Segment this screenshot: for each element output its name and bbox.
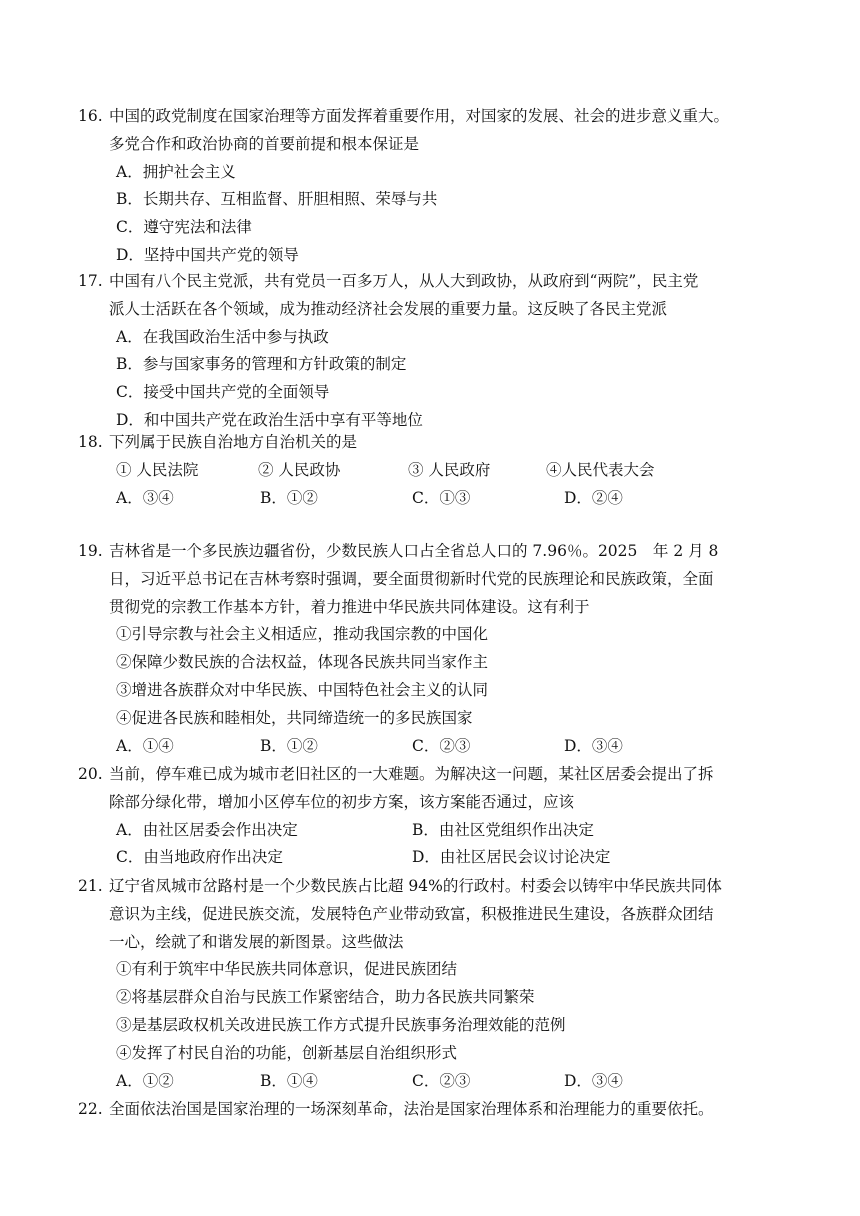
question-number: 21. [78, 877, 103, 895]
question-number: 17. [78, 272, 103, 290]
option-d[interactable]: D．坚持中国共产党的领导 [116, 245, 299, 264]
question-number: 16. [78, 107, 103, 125]
option-a[interactable]: A．在我国政治生活中参与执政 [116, 327, 329, 346]
answer-row [78, 485, 788, 513]
question-stem: 全面依法治国是国家治理的一场深刻革命，法治是国家治理体系和治理能力的重要依托。 [109, 1100, 714, 1118]
question-stem: 辽宁省凤城市岔路村是一个少数民族占比超 94%的行政村。村委会以铸牢中华民族共同体 [109, 877, 722, 895]
option-b[interactable]: B．①② [260, 488, 318, 507]
option-a[interactable]: A．拥护社会主义 [116, 162, 236, 181]
question-stem: 下列属于民族自治地方自治机关的是 [109, 433, 358, 451]
option-d[interactable]: D．和中国共产党在政治生活中享有平等地位 [116, 410, 423, 429]
question-16 [78, 103, 788, 270]
question-stem: 当前，停车难已成为城市老旧社区的一大难题。为解决这一问题，某社区居委会提出了拆 [109, 765, 714, 783]
question-22 [78, 1096, 788, 1124]
question-stem: 贯彻党的宗教工作基本方针，着力推进中华民族共同体建设。这有利于 [109, 597, 590, 616]
statement-item: ④促进各民族和睦相处，共同缔造统一的多民族国家 [116, 708, 473, 727]
question-number: 20. [78, 765, 103, 783]
statement-item: ①有利于筑牢中华民族共同体意识，促进民族团结 [116, 960, 458, 979]
question-stem: 日，习近平总书记在吉林考察时强调，要全面贯彻新时代党的民族理论和民族政策，全面 [109, 569, 714, 588]
statement-item: ④发挥了村民自治的功能，创新基层自治组织形式 [116, 1043, 458, 1062]
option-b[interactable]: B．①④ [260, 1071, 318, 1090]
question-stem: 意识为主线，促进民族交流，发展特色产业带动致富，积极推进民生建设，各族群众团结 [109, 904, 714, 923]
option-c[interactable]: C．由当地政府作出决定 [116, 848, 283, 867]
option-a[interactable]: A．③④ [116, 488, 174, 507]
statement-item: ①引导宗教与社会主义相适应，推动我国宗教的中国化 [116, 625, 489, 644]
option-a[interactable]: A．①② [116, 1071, 174, 1090]
option-d[interactable]: D．③④ [564, 736, 623, 755]
option-c[interactable]: C．接受中国共产党的全面领导 [116, 383, 330, 402]
question-stem: 中国的政党制度在国家治理等方面发挥着重要作用，对国家的发展、社会的进步意义重大。 [109, 107, 730, 125]
question-number: 22. [78, 1100, 103, 1118]
option-c[interactable]: C．①③ [412, 488, 471, 507]
option-c[interactable]: C．遵守宪法和法律 [116, 218, 252, 237]
question-19 [78, 538, 788, 760]
question-number: 18. [78, 433, 103, 451]
option-d[interactable]: D．③④ [564, 1071, 623, 1090]
question-stem: 派人士活跃在各个领域，成为推动经济社会发展的重要力量。这反映了各民主党派 [109, 299, 668, 318]
question-stem: 中国有八个民主党派，共有党员一百多万人，从人大到政协，从政府到“两院”，民主党 [109, 272, 699, 290]
statement-item: ④人民代表大会 [546, 460, 655, 479]
statement-item: ②保障少数民族的合法权益，体现各民族共同当家作主 [116, 653, 489, 672]
statement-row [78, 457, 788, 485]
option-a[interactable]: A．①④ [116, 736, 174, 755]
statement-item: ② 人民政协 [258, 460, 341, 479]
question-stem: 一心，绘就了和谐发展的新图景。这些做法 [109, 932, 404, 951]
option-d[interactable]: D．②④ [564, 488, 623, 507]
statement-item: ②将基层群众自治与民族工作紧密结合，助力各民族共同繁荣 [116, 988, 535, 1007]
question-21 [78, 873, 788, 1095]
question-number: 19. [78, 542, 103, 560]
option-b[interactable]: B．长期共存、互相监督、肝胆相照、荣辱与共 [116, 190, 438, 209]
question-stem: 多党合作和政治协商的首要前提和根本保证是 [109, 134, 420, 153]
option-b[interactable]: B．由社区党组织作出决定 [412, 820, 594, 839]
answer-row [78, 844, 788, 872]
statement-item: ③是基层政权机关改进民族工作方式提升民族事务治理效能的范例 [116, 1015, 566, 1034]
statement-item: ③增进各族群众对中华民族、中国特色社会主义的认同 [116, 680, 489, 699]
option-a[interactable]: A．由社区居委会作出决定 [116, 820, 298, 839]
option-c[interactable]: C．②③ [412, 736, 471, 755]
answer-row [78, 733, 788, 761]
option-d[interactable]: D．由社区居民会议讨论决定 [412, 848, 611, 867]
statement-item: ③ 人民政府 [408, 460, 491, 479]
question-stem: 除部分绿化带，增加小区停车位的初步方案，该方案能否通过，应该 [109, 792, 575, 811]
question-18 [78, 429, 788, 512]
question-20 [78, 761, 788, 872]
option-c[interactable]: C．②③ [412, 1071, 471, 1090]
option-b[interactable]: B．①② [260, 736, 318, 755]
answer-row [78, 817, 788, 845]
option-b[interactable]: B．参与国家事务的管理和方针政策的制定 [116, 355, 407, 374]
answer-row [78, 1068, 788, 1096]
question-17 [78, 268, 788, 435]
question-stem: 吉林省是一个多民族边疆省份，少数民族人口占全省总人口的 7.96％。2025 年 2 月 8 [109, 542, 719, 560]
statement-item: ① 人民法院 [116, 460, 199, 479]
